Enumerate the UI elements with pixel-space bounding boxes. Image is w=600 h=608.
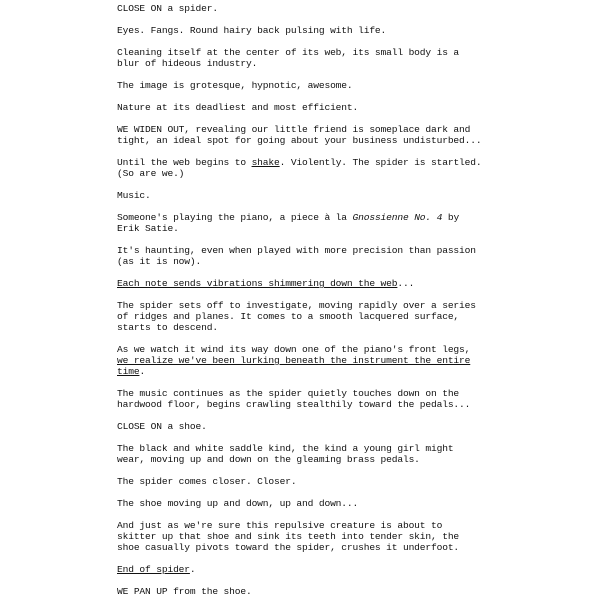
action-line [117,157,487,179]
action-line [117,344,487,377]
action-line [117,212,487,234]
underlined-text: Each note sends vibrations shimmering down the web [117,278,398,289]
text-run: Someone's playing the piano, a piece à la [117,212,353,223]
action-line: The spider sets off to investigate, moving rapidly over a series of ridges and planes. It comes to a smooth lacquered surface, starts to descend. [117,300,476,333]
italic-title: Gnossienne No. 4 [352,212,443,223]
text-run: As we watch it wind its way down one of the piano's front legs, [117,344,471,355]
action-line: CLOSE ON a spider. [117,3,218,14]
action-line: The black and white saddle kind, the kind a young girl might wear, moving up and down on the gleaming brass pedals. [117,443,454,465]
action-line: Nature at its deadliest and most efficient. [117,102,359,113]
text-run: . [189,564,196,575]
action-line: The music continues as the spider quietly touches down on the hardwood floor, begins crawling stealthily toward the pedals... [117,388,471,410]
text-run: by Erik Satie. [117,212,460,234]
underlined-text: we realize we've been lurking beneath the instrument the entire time [117,355,471,377]
action-line: Cleaning itself at the center of its web, its small body is a blur of hideous industry. [117,47,460,69]
action-line: WE WIDEN OUT, revealing our little friend is someplace dark and tight, an ideal spot for going about your business undisturbed... [117,124,482,146]
text-run: Until the web begins to [117,157,252,168]
action-line: The image is grotesque, hypnotic, awesome. [117,80,353,91]
underlined-text: End of spider [117,564,190,575]
screenplay-body [117,3,487,608]
text-run: ... [397,278,415,289]
action-line [117,278,487,289]
text-run: . [139,366,146,377]
action-line: Eyes. Fangs. Round hairy back pulsing with life. [117,25,387,36]
action-line: WE PAN UP from the shoe. [117,586,252,597]
action-line: The shoe moving up and down, up and down... [117,498,359,509]
action-line: Music. [117,190,151,201]
action-line: And just as we're sure this repulsive creature is about to skitter up that shoe and sink its teeth into tender skin, the shoe casually pivots toward the spider, crushes it underfoot. [117,520,460,553]
action-line: The spider comes closer. Closer. [117,476,297,487]
action-line: It's haunting, even when played with more precision than passion (as it is now). [117,245,476,267]
text-run: . Violently. The spider is startled. (So are we.) [117,157,482,179]
action-line: CLOSE ON a shoe. [117,421,207,432]
action-line [117,564,487,575]
underlined-text: shake [251,157,280,168]
